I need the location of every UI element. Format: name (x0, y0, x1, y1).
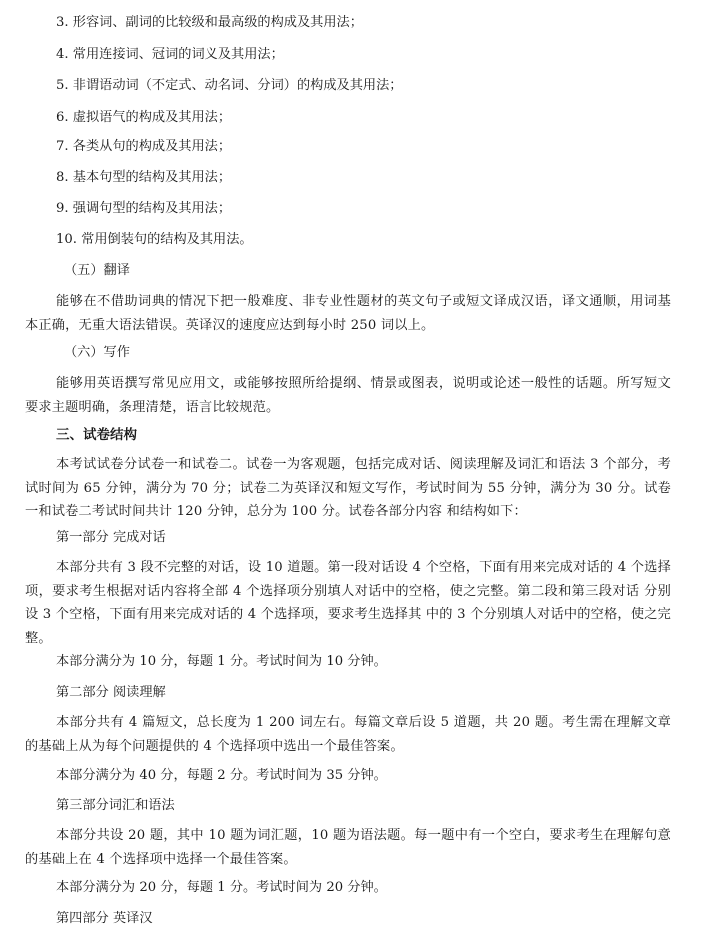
part3-paragraph: 本部分共设 20 题，其中 10 题为词汇题，10 题为语法题。每一题中有一个空白，要求考生在理解句意的基础上在 4 个选择项中选择一个最佳答案。 (25, 828, 671, 867)
translation-heading: （五）翻译 (64, 263, 130, 278)
section-heading-structure: 三、试卷结构 (56, 427, 137, 443)
part3-score: 本部分满分为 20 分，每题 1 分。考试时间为 20 分钟。 (56, 880, 387, 895)
list-item: 6. 虚拟语气的构成及其用法； (56, 110, 232, 125)
structure-intro-paragraph: 本考试试卷分试卷一和试卷二。试卷一为客观题，包括完成对话、阅读理解及词汇和语法 3 个部分，考试时间为 65 分钟，满分为 70 分；试卷二为英译汉和短文写作，考试时间为 55 分钟，满分为 30 分。试卷一和试卷二考试时间共计 120 分钟，总分为 100 分。试卷各部分内容 和结构如下： (25, 457, 671, 519)
part2-paragraph: 本部分共有 4 篇短文，总长度为 1 200 词左右。每篇文章后设 5 道题，共 20 题。考生需在理解文章的基础上从为每个问题提供的 4 个选择项中选出一个最佳答案。 (25, 715, 671, 754)
list-item: 5. 非谓语动词（不定式、动名词、分词）的构成及其用法； (56, 78, 403, 93)
list-item: 4. 常用连接词、冠词的词义及其用法； (56, 47, 284, 62)
part1-paragraph: 本部分共有 3 段不完整的对话，设 10 道题。第一段对话设 4 个空格，下面有用来完成对话的 4 个选择项，要求考生根据对话内容将全部 4 个选择项分别填人对话中的空格，使之完整。第二段和第三段对话 分别设 3 个空格，下面有用来完成对话的 4 个选择项，要求考生选择其 中的 3 个分别填人对话中的空格，使之完整。 (25, 560, 671, 646)
part1-score: 本部分满分为 10 分，每题 1 分。考试时间为 10 分钟。 (56, 654, 387, 669)
list-item: 9. 强调句型的结构及其用法； (56, 201, 232, 216)
list-item: 3. 形容词、副词的比较级和最高级的构成及其用法； (56, 15, 363, 30)
list-item: 8. 基本句型的结构及其用法； (56, 170, 232, 185)
part4-title: 第四部分 英译汉 (56, 911, 153, 926)
part2-score: 本部分满分为 40 分，每题 2 分。考试时间为 35 分钟。 (56, 768, 387, 783)
part2-title: 第二部分 阅读理解 (56, 685, 166, 700)
part3-title: 第三部分词汇和语法 (56, 798, 175, 813)
list-item: 7. 各类从句的构成及其用法； (56, 139, 232, 154)
writing-heading: （六）写作 (64, 345, 130, 360)
writing-paragraph: 能够用英语撰写常见应用文，或能够按照所给提纲、情景或图表，说明或论述一般性的话题。所写短文要求主题明确，条理清楚，语言比较规范。 (25, 376, 671, 415)
part1-title: 第一部分 完成对话 (56, 530, 166, 545)
translation-paragraph: 能够在不借助词典的情况下把一般难度、非专业性题材的英文句子或短文译成汉语，译文通顺，用词基本正确，无重大语法错误。英译汉的速度应达到每小时 250 词以上。 (25, 294, 671, 333)
list-item: 10. 常用倒装句的结构及其用法。 (56, 232, 253, 247)
